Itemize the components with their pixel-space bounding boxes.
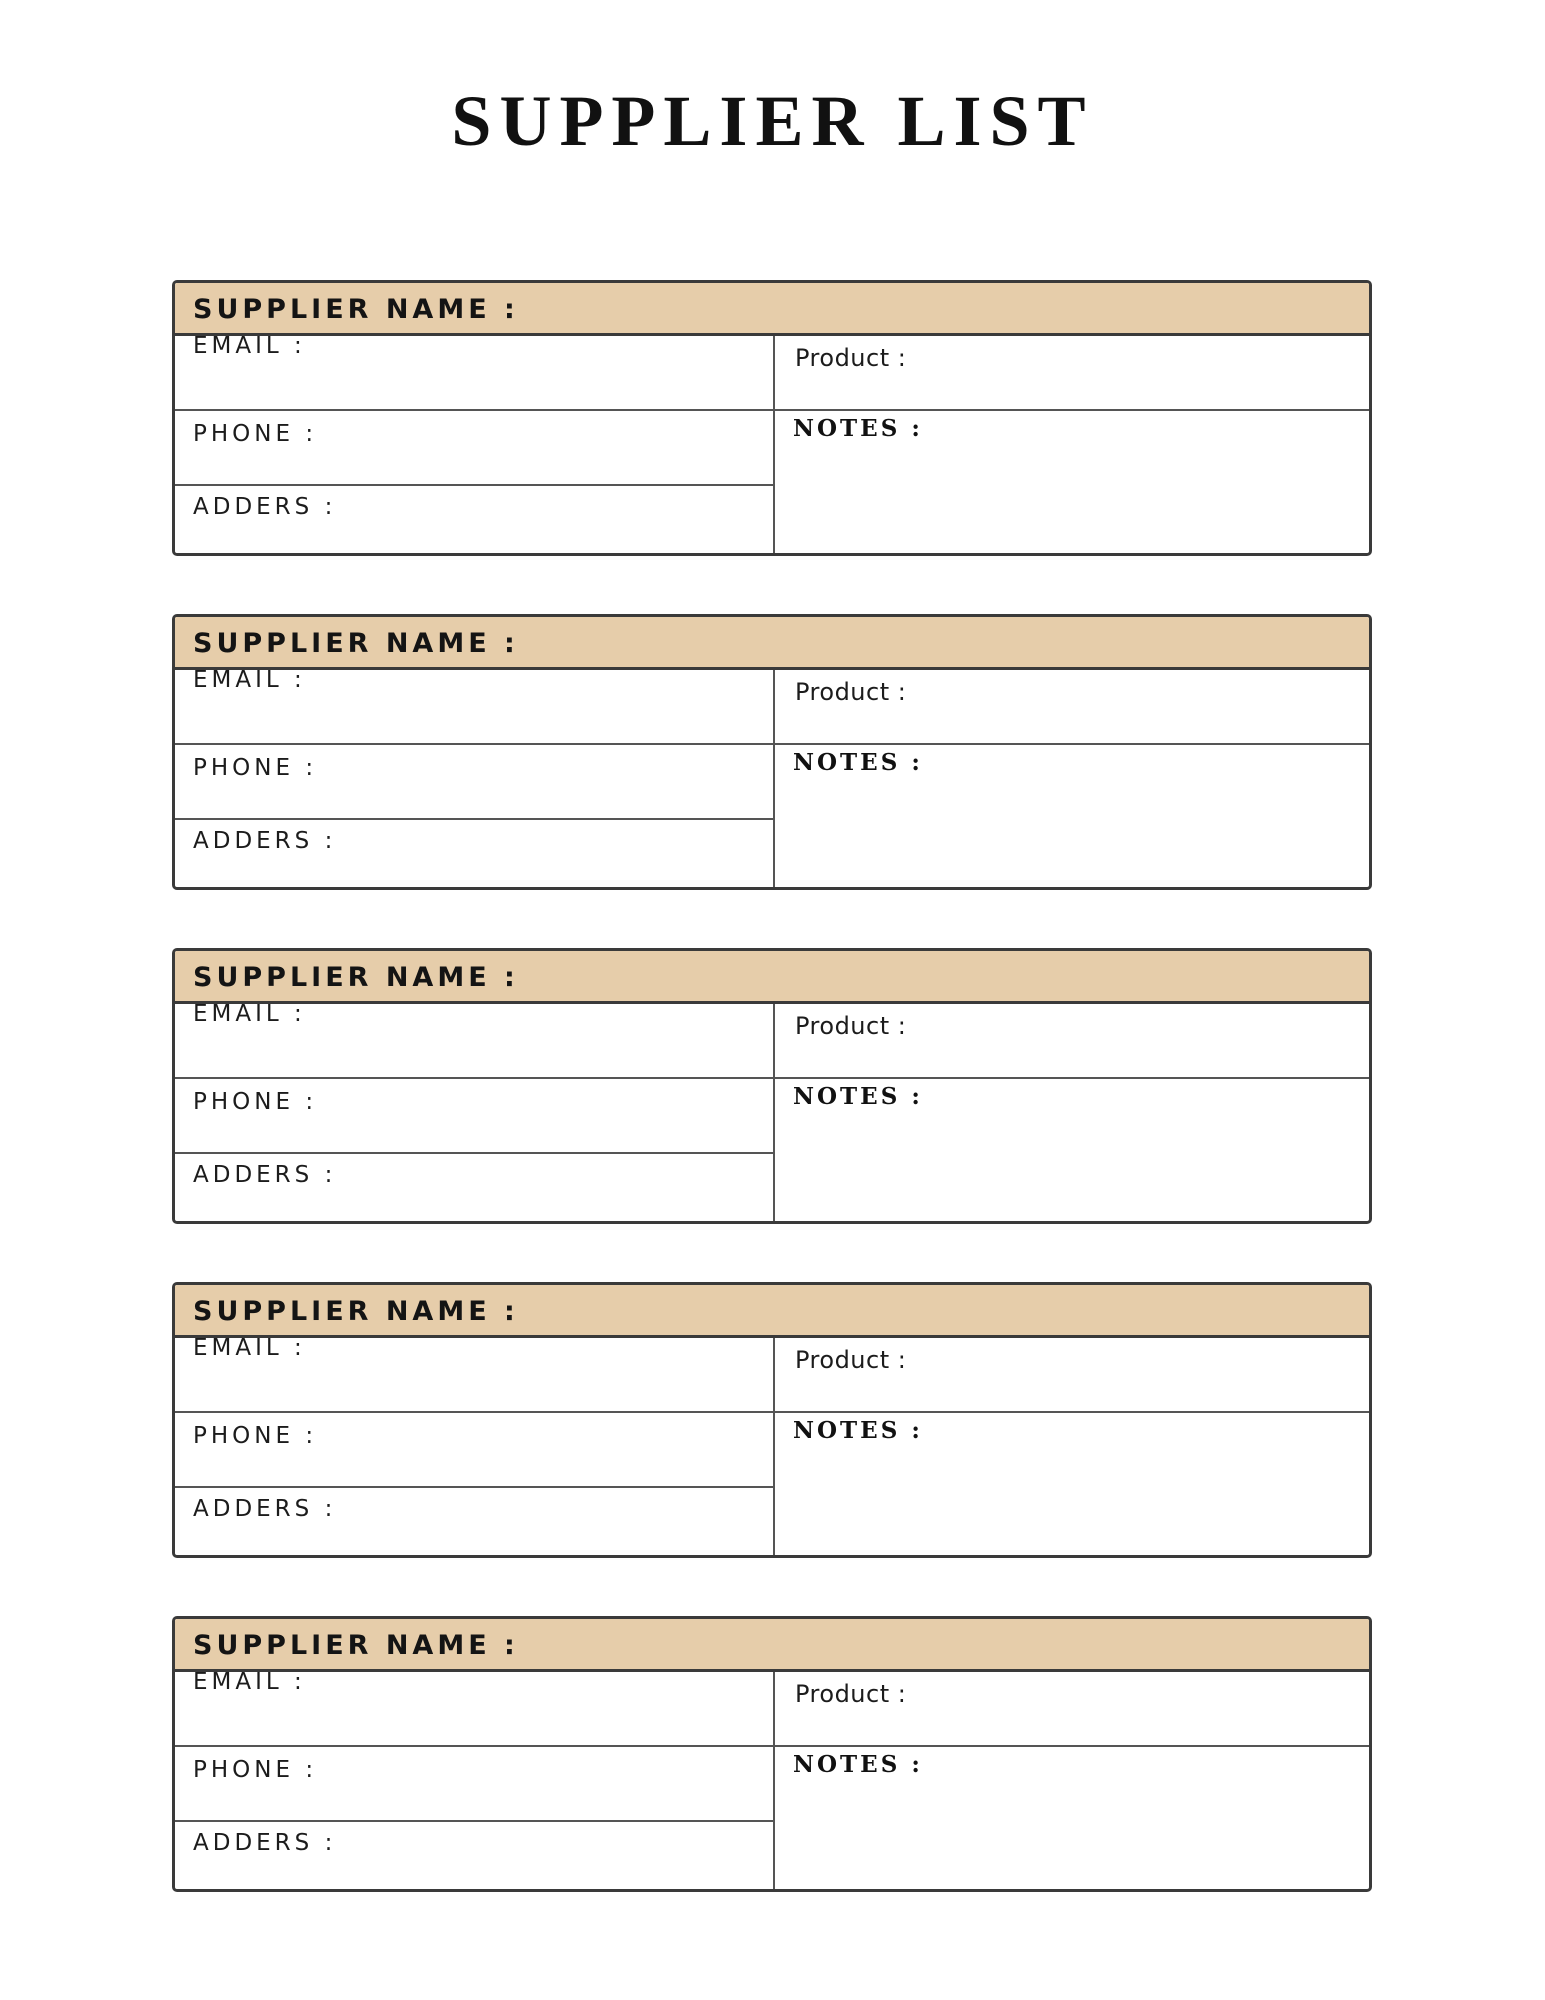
email-label: EMAIL :	[193, 333, 306, 359]
supplier-card	[172, 1282, 1372, 1558]
address-label: ADDERS :	[193, 828, 337, 854]
column-divider	[773, 670, 775, 887]
page-title: SUPPLIER LIST	[451, 81, 1094, 161]
address-label: ADDERS :	[193, 494, 337, 520]
row-divider	[175, 1820, 773, 1822]
address-label: ADDERS :	[193, 1830, 337, 1856]
row-divider	[175, 1077, 1372, 1079]
email-label: EMAIL :	[193, 1001, 306, 1027]
supplier-name-field[interactable]	[175, 951, 1369, 1004]
notes-label: NOTES :	[793, 1417, 923, 1444]
supplier-name-label: SUPPLIER NAME :	[193, 294, 519, 325]
notes-label: NOTES :	[793, 749, 923, 776]
product-label: Product :	[795, 344, 907, 372]
row-divider	[175, 484, 773, 486]
phone-label: PHONE :	[193, 1423, 318, 1449]
supplier-name-field[interactable]	[175, 283, 1369, 336]
product-label: Product :	[795, 1012, 907, 1040]
supplier-name-field[interactable]	[175, 1619, 1369, 1672]
column-divider	[773, 1338, 775, 1555]
supplier-card	[172, 614, 1372, 890]
column-divider	[773, 1672, 775, 1889]
supplier-name-label: SUPPLIER NAME :	[193, 962, 519, 993]
row-divider	[175, 409, 1372, 411]
supplier-card	[172, 1616, 1372, 1892]
supplier-card	[172, 280, 1372, 556]
column-divider	[773, 1004, 775, 1221]
email-label: EMAIL :	[193, 1669, 306, 1695]
row-divider	[175, 818, 773, 820]
row-divider	[175, 1486, 773, 1488]
supplier-card	[172, 948, 1372, 1224]
product-label: Product :	[795, 678, 907, 706]
phone-label: PHONE :	[193, 421, 318, 447]
supplier-name-field[interactable]	[175, 617, 1369, 670]
row-divider	[175, 743, 1372, 745]
phone-label: PHONE :	[193, 1757, 318, 1783]
email-label: EMAIL :	[193, 1335, 306, 1361]
row-divider	[175, 1411, 1372, 1413]
address-label: ADDERS :	[193, 1162, 337, 1188]
supplier-name-label: SUPPLIER NAME :	[193, 628, 519, 659]
notes-label: NOTES :	[793, 1083, 923, 1110]
supplier-name-field[interactable]	[175, 1285, 1369, 1338]
product-label: Product :	[795, 1680, 907, 1708]
notes-label: NOTES :	[793, 1751, 923, 1778]
notes-label: NOTES :	[793, 415, 923, 442]
supplier-name-label: SUPPLIER NAME :	[193, 1296, 519, 1327]
phone-label: PHONE :	[193, 755, 318, 781]
email-label: EMAIL :	[193, 667, 306, 693]
column-divider	[773, 336, 775, 553]
row-divider	[175, 1152, 773, 1154]
product-label: Product :	[795, 1346, 907, 1374]
phone-label: PHONE :	[193, 1089, 318, 1115]
row-divider	[175, 1745, 1372, 1747]
supplier-name-label: SUPPLIER NAME :	[193, 1630, 519, 1661]
address-label: ADDERS :	[193, 1496, 337, 1522]
